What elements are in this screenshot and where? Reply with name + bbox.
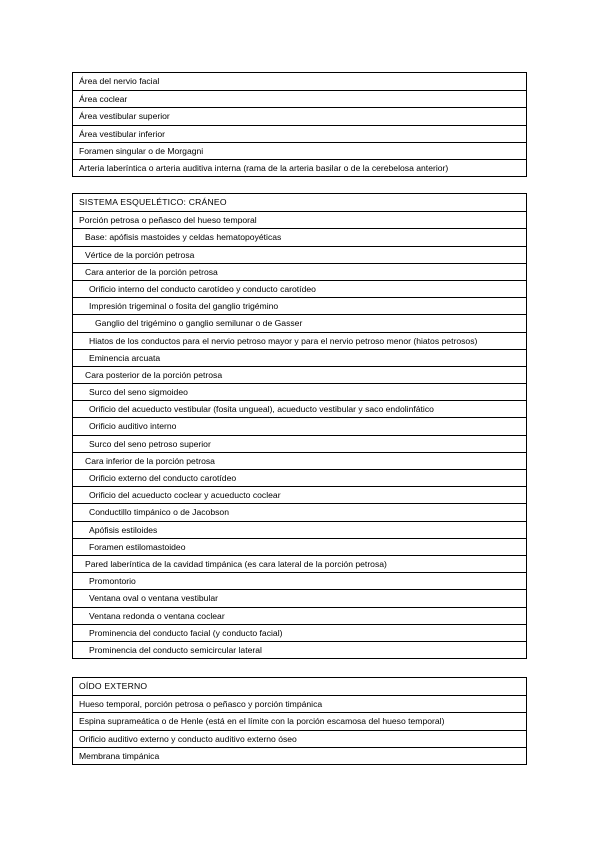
table-row: Área del nervio facial <box>79 76 160 86</box>
table-row: Prominencia del conducto facial (y conducto facial) <box>73 624 526 641</box>
table-row: Apófisis estiloides <box>73 521 526 538</box>
table-row: Foramen singular o de Morgagni <box>73 142 526 159</box>
table-row: Orificio del acueducto vestibular (fosita ungueal), acueducto vestibular y saco endolinfático <box>73 400 526 417</box>
table-row: Área vestibular superior <box>73 107 526 124</box>
table-row: Porción petrosa o peñasco del hueso temporal <box>73 211 526 228</box>
table-row: Eminencia arcuata <box>73 349 526 366</box>
table-row: Membrana timpánica <box>73 747 526 764</box>
table-row: Orificio del acueducto coclear y acueducto coclear <box>73 486 526 503</box>
table-row: Surco del seno sigmoideo <box>73 383 526 400</box>
table-row: Conductillo timpánico o de Jacobson <box>73 503 526 520</box>
table-row: Promontorio <box>73 572 526 589</box>
table-row: Orificio interno del conducto carotídeo y conducto carotídeo <box>73 280 526 297</box>
table-row: Orificio externo del conducto carotídeo <box>73 469 526 486</box>
table-row: Prominencia del conducto semicircular lateral <box>73 641 526 658</box>
table-row: Surco del seno petroso superior <box>73 435 526 452</box>
table-row: Espina suprameática o de Henle (está en el límite con la porción escamosa del hueso temporal) <box>73 712 526 729</box>
table-row: Vértice de la porción petrosa <box>73 246 526 263</box>
table-row: Ventana oval o ventana vestibular <box>73 589 526 606</box>
table-row: Base: apófisis mastoides y celdas hematopoyéticas <box>73 228 526 245</box>
table-row: Orificio auditivo interno <box>73 417 526 434</box>
table-row: Ganglio del trigémino o ganglio semilunar o de Gasser <box>73 314 526 331</box>
table-auditory-areas <box>72 72 527 177</box>
table-row: Pared laberíntica de la cavidad timpánica (es cara lateral de la porción petrosa) <box>73 555 526 572</box>
table-row: Foramen estilomastoideo <box>73 538 526 555</box>
table-row: Cara anterior de la porción petrosa <box>73 263 526 280</box>
table-row: Área coclear <box>73 90 526 107</box>
table-skeletal-skull <box>72 193 527 659</box>
table-row: Cara inferior de la porción petrosa <box>73 452 526 469</box>
table-row: Arteria laberíntica o arteria auditiva interna (rama de la arteria basilar o de la cerebelosa anterior) <box>73 159 526 176</box>
table-row: Impresión trigeminal o fosita del ganglio trigémino <box>73 297 526 314</box>
table-header-row: SISTEMA ESQUELÉTICO: CRÁNEO <box>79 197 227 207</box>
table-external-ear <box>72 677 527 765</box>
table-header-row: OÍDO EXTERNO <box>79 681 148 691</box>
table-row: Orificio auditivo externo y conducto auditivo externo óseo <box>73 730 526 747</box>
table-row: Hueso temporal, porción petrosa o peñasco y porción timpánica <box>73 695 526 712</box>
table-row: Hiatos de los conductos para el nervio petroso mayor y para el nervio petroso menor (hiatos petrosos) <box>73 332 526 349</box>
table-row: Ventana redonda o ventana coclear <box>73 607 526 624</box>
table-row: Cara posterior de la porción petrosa <box>73 366 526 383</box>
table-row: Área vestibular inferior <box>73 125 526 142</box>
